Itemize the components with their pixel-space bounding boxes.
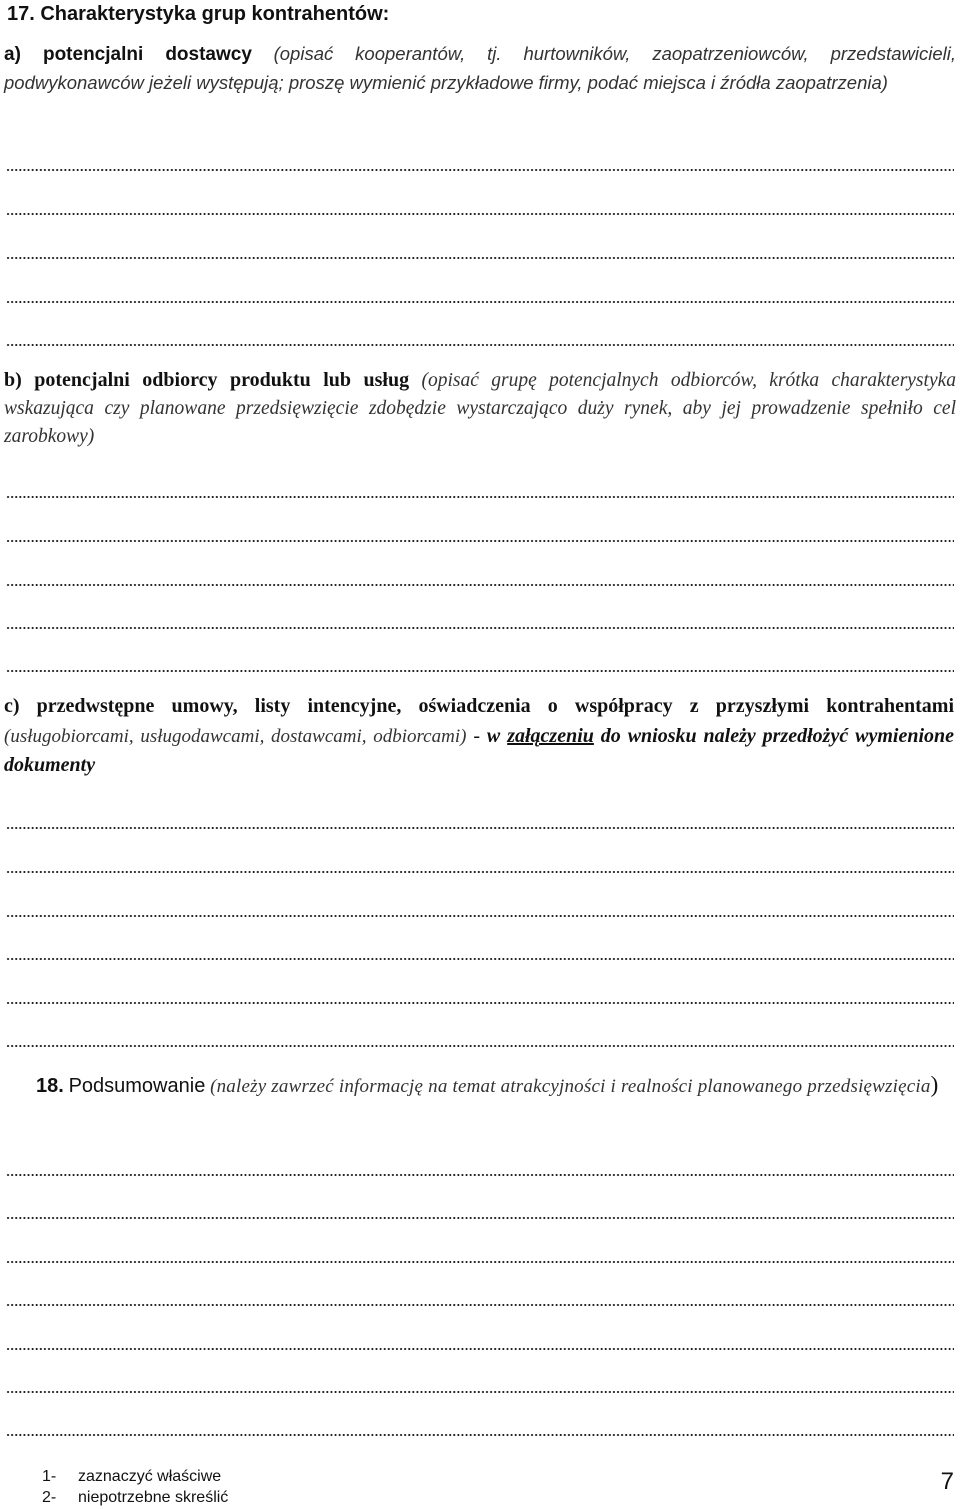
section-18-title: Podsumowanie [68,1075,206,1097]
footnote [42,1467,221,1487]
answer-line[interactable] [6,167,954,173]
answer-line[interactable] [6,825,954,831]
section-b-note: (opisać grupę potencjalnych odbiorców, krótka charakterystyka wskazująca czy planowane przedsięwzięcie zdobędzie wystarczająco duży rynek, aby jej prowadzenie spełniło cel zarobkowy) [4,370,957,447]
answer-line[interactable] [6,538,954,544]
footnote [42,1488,228,1508]
section-17-heading: 17. Charakterystyka grup kontrahentów: [7,3,390,25]
answer-line[interactable] [6,1259,954,1265]
section-c-emphasis-underlined: załączeniu [507,724,594,747]
section-c-note: (usługobiorcami, usługodawcami, dostawcami, odbiorcami) [4,725,467,747]
answer-line[interactable] [6,668,954,674]
answer-line[interactable] [6,255,954,261]
answer-line[interactable] [6,1389,954,1395]
answer-line[interactable] [6,1432,954,1438]
answer-line[interactable] [6,342,954,348]
answer-line[interactable] [6,299,954,305]
section-b-label: b) potencjalni odbiorcy produktu lub usług [4,369,410,391]
section-a-note: (opisać kooperantów, tj. hurtowników, zaopatrzeniowców, przedstawicieli, podwykonawców jeżeli występują; proszę wymienić przykładowe firmy, podać miejsca i źródła zaopatrzenia) [4,43,957,93]
section-18-note-close: ) [930,1072,939,1097]
section-c-paragraph [4,692,954,781]
section-18-note: (należy zawrzeć informację na temat atrakcyjności i realności planowanego przedsięwzięcia [210,1076,931,1097]
section-c-label: c) przedwstępne umowy, listy intencyjne, oświadczenia o współpracy z przyszłymi kontrahentami [4,695,954,717]
answer-line[interactable] [6,1215,954,1221]
section-c-emphasis-suffix: do wniosku należy przedłożyć wymienione dokumenty [4,724,955,776]
footnote-text: zaznaczyć właściwe [78,1468,222,1485]
answer-line[interactable] [6,1043,954,1049]
answer-line[interactable] [6,1000,954,1006]
answer-line[interactable] [6,1302,954,1308]
section-b-paragraph [4,366,956,451]
answer-line[interactable] [6,956,954,962]
answer-line[interactable] [6,913,954,919]
section-c-dash: - [466,724,487,747]
section-a-label: a) potencjalni dostawcy [4,44,252,65]
answer-line[interactable] [6,211,954,217]
answer-line[interactable] [6,869,954,875]
footnote-number: 1- [42,1468,57,1485]
section-18-heading [36,1070,956,1102]
section-c-emphasis-prefix: w [486,724,508,747]
section-18-number: 18. [36,1075,64,1097]
answer-line[interactable] [6,494,954,500]
footnote-number: 2- [42,1489,57,1506]
section-a-paragraph [4,40,956,98]
answer-line[interactable] [6,625,954,631]
page-number: 7 [940,1468,954,1495]
answer-line[interactable] [6,1346,954,1352]
answer-line[interactable] [6,1172,954,1178]
footnote-text: niepotrzebne skreślić [78,1489,229,1506]
answer-line[interactable] [6,582,954,588]
